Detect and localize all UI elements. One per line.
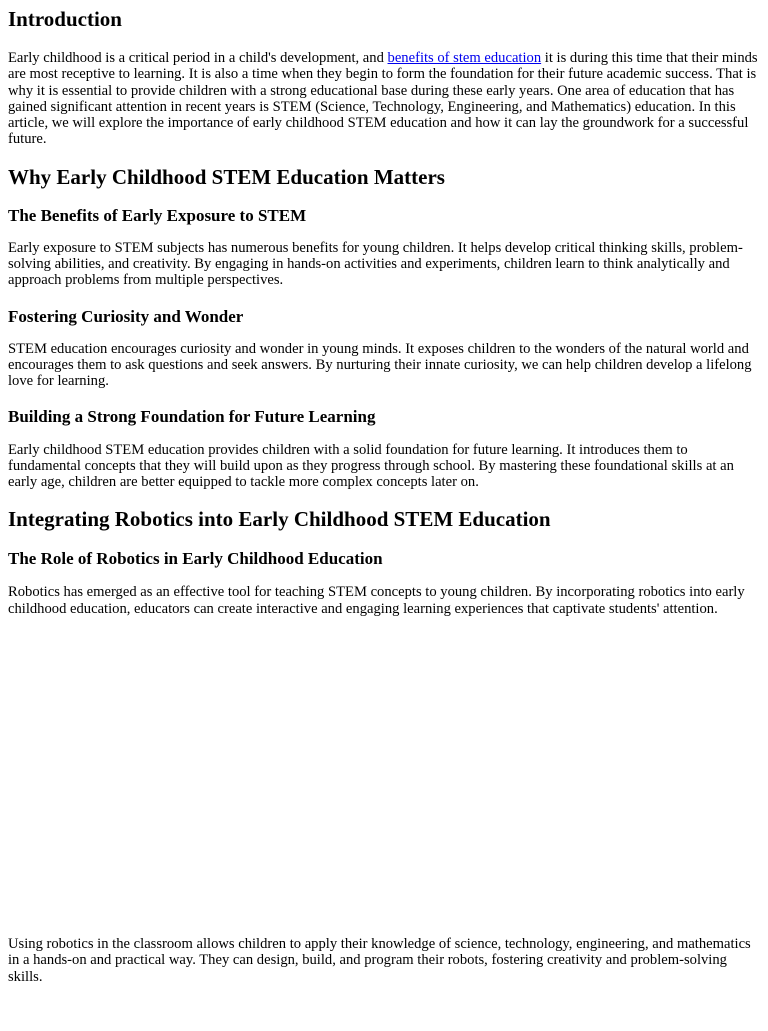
intro-heading: Introduction (8, 7, 122, 31)
benefits-heading: The Benefits of Early Exposure to STEM (8, 205, 307, 225)
intro-paragraph (8, 50, 760, 148)
article (0, 7, 768, 985)
benefits-paragraph: Early exposure to STEM subjects has numerous benefits for young children. It helps develop critical thinking skills, problem-solving abilities, and creativity. By engaging in hands-on activities and experiments, children learn to think analytically and approach problems from multiple perspectives. (8, 239, 743, 289)
foundation-heading: Building a Strong Foundation for Future Learning (8, 406, 376, 426)
why-section-heading: Why Early Childhood STEM Education Matters (8, 164, 445, 189)
curiosity-paragraph: STEM education encourages curiosity and wonder in young minds. It exposes children to the wonders of the natural world and encourages them to ask questions and seek answers. By nurturing their innate curiosity, we can help children develop a lifelong love for learning. (8, 340, 752, 390)
intro-text-before-link: Early childhood is a critical period in a child's development, and (8, 50, 388, 66)
robotics-classroom-paragraph: Using robotics in the classroom allows children to apply their knowledge of science, technology, engineering, and mathematics in a hands-on and practical way. They can design, build, and program their robots, fostering creativity and problem-solving skills. (8, 936, 751, 985)
image-placeholder (8, 617, 760, 936)
robotics-role-heading: The Role of Robotics in Early Childhood Education (8, 549, 383, 569)
intro-text-after-link: it is during this time that their minds are most receptive to learning. It is also a time when they begin to form the foundation for their future academic success. That is why it is essential to provide children with a strong educational base during these early years. One area of education that has gained significant attention in recent years is STEM (Science, Technology, Engineering, and Mathematics) education. In this article, we will explore the importance of early childhood STEM education and how it can lay the groundwork for a successful future. (8, 50, 758, 148)
curiosity-heading: Fostering Curiosity and Wonder (8, 306, 244, 326)
foundation-paragraph: Early childhood STEM education provides children with a solid foundation for future learning. It introduces them to fundamental concepts that they will build upon as they progress through school. By mastering these foundational skills at an early age, children are better equipped to tackle more complex concepts later on. (8, 441, 734, 491)
robotics-section-heading: Integrating Robotics into Early Childhood STEM Education (8, 507, 551, 532)
robotics-role-paragraph: Robotics has emerged as an effective tool for teaching STEM concepts to young children. By incorporating robotics into early childhood education, educators can create interactive and engaging learning experiences that captivate students' attention. (8, 584, 745, 617)
benefits-of-stem-link[interactable]: benefits of stem education (387, 50, 542, 66)
